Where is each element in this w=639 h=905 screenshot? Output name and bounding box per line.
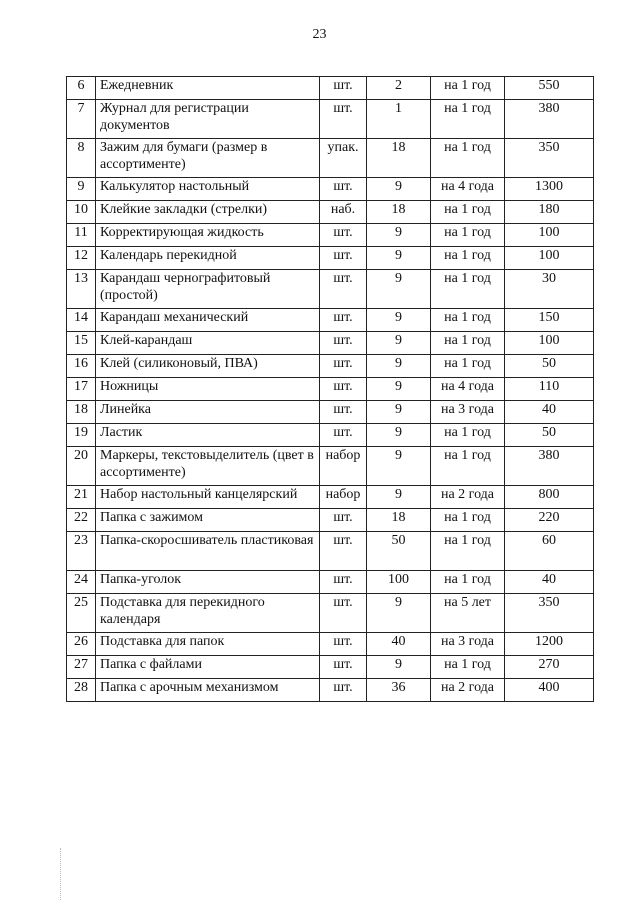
unit-cell: шт. bbox=[320, 332, 367, 355]
usage-term-cell: на 4 года bbox=[431, 378, 505, 401]
item-name-cell: Карандаш чернографитовый (простой) bbox=[96, 270, 320, 309]
row-number-cell: 19 bbox=[67, 424, 96, 447]
table-row bbox=[67, 355, 594, 378]
item-name-cell: Клей-карандаш bbox=[96, 332, 320, 355]
unit-cell: шт. bbox=[320, 424, 367, 447]
row-number-cell: 17 bbox=[67, 378, 96, 401]
unit-cell: шт. bbox=[320, 270, 367, 309]
quantity-cell: 9 bbox=[367, 378, 431, 401]
quantity-cell: 9 bbox=[367, 270, 431, 309]
usage-term-cell: на 1 год bbox=[431, 270, 505, 309]
unit-cell: шт. bbox=[320, 401, 367, 424]
table-row bbox=[67, 378, 594, 401]
item-name-cell: Клей (силиконовый, ПВА) bbox=[96, 355, 320, 378]
quantity-cell: 36 bbox=[367, 679, 431, 702]
price-cell: 800 bbox=[505, 486, 594, 509]
row-number-cell: 9 bbox=[67, 178, 96, 201]
table-row bbox=[67, 100, 594, 139]
quantity-cell: 9 bbox=[367, 309, 431, 332]
row-number-cell: 15 bbox=[67, 332, 96, 355]
unit-cell: шт. bbox=[320, 309, 367, 332]
row-number-cell: 14 bbox=[67, 309, 96, 332]
item-name-cell: Папка-скоросшиватель пластиковая bbox=[96, 532, 320, 571]
item-name-cell: Клейкие закладки (стрелки) bbox=[96, 201, 320, 224]
table-row bbox=[67, 309, 594, 332]
quantity-cell: 9 bbox=[367, 656, 431, 679]
row-number-cell: 28 bbox=[67, 679, 96, 702]
item-name-cell: Корректирующая жидкость bbox=[96, 224, 320, 247]
row-number-cell: 23 bbox=[67, 532, 96, 571]
price-cell: 270 bbox=[505, 656, 594, 679]
price-cell: 1200 bbox=[505, 633, 594, 656]
usage-term-cell: на 1 год bbox=[431, 224, 505, 247]
table-row bbox=[67, 656, 594, 679]
unit-cell: шт. bbox=[320, 77, 367, 100]
item-name-cell: Подставка для перекидного календаря bbox=[96, 594, 320, 633]
price-cell: 1300 bbox=[505, 178, 594, 201]
quantity-cell: 18 bbox=[367, 201, 431, 224]
price-cell: 110 bbox=[505, 378, 594, 401]
table-row bbox=[67, 139, 594, 178]
quantity-cell: 9 bbox=[367, 332, 431, 355]
price-cell: 380 bbox=[505, 447, 594, 486]
table-row bbox=[67, 401, 594, 424]
item-name-cell: Зажим для бумаги (размер в ассортименте) bbox=[96, 139, 320, 178]
row-number-cell: 27 bbox=[67, 656, 96, 679]
row-number-cell: 18 bbox=[67, 401, 96, 424]
price-cell: 40 bbox=[505, 401, 594, 424]
row-number-cell: 16 bbox=[67, 355, 96, 378]
quantity-cell: 9 bbox=[367, 486, 431, 509]
price-cell: 100 bbox=[505, 247, 594, 270]
table-row bbox=[67, 424, 594, 447]
row-number-cell: 10 bbox=[67, 201, 96, 224]
table-row bbox=[67, 332, 594, 355]
quantity-cell: 9 bbox=[367, 224, 431, 247]
quantity-cell: 2 bbox=[367, 77, 431, 100]
price-cell: 400 bbox=[505, 679, 594, 702]
unit-cell: шт. bbox=[320, 247, 367, 270]
price-cell: 150 bbox=[505, 309, 594, 332]
quantity-cell: 18 bbox=[367, 139, 431, 178]
row-number-cell: 6 bbox=[67, 77, 96, 100]
price-cell: 60 bbox=[505, 532, 594, 571]
usage-term-cell: на 1 год bbox=[431, 100, 505, 139]
usage-term-cell: на 1 год bbox=[431, 571, 505, 594]
unit-cell: шт. bbox=[320, 509, 367, 532]
page-number: 23 bbox=[312, 27, 327, 42]
item-name-cell: Ножницы bbox=[96, 378, 320, 401]
unit-cell: шт. bbox=[320, 656, 367, 679]
table-row bbox=[67, 247, 594, 270]
quantity-cell: 1 bbox=[367, 100, 431, 139]
quantity-cell: 9 bbox=[367, 355, 431, 378]
usage-term-cell: на 1 год bbox=[431, 532, 505, 571]
usage-term-cell: на 1 год bbox=[431, 447, 505, 486]
price-cell: 350 bbox=[505, 594, 594, 633]
usage-term-cell: на 1 год bbox=[431, 355, 505, 378]
price-cell: 30 bbox=[505, 270, 594, 309]
row-number-cell: 24 bbox=[67, 571, 96, 594]
usage-term-cell: на 2 года bbox=[431, 486, 505, 509]
price-cell: 180 bbox=[505, 201, 594, 224]
item-name-cell: Журнал для регистрации документов bbox=[96, 100, 320, 139]
table-body bbox=[67, 77, 594, 702]
price-cell: 100 bbox=[505, 332, 594, 355]
table-row bbox=[67, 532, 594, 571]
row-number-cell: 12 bbox=[67, 247, 96, 270]
table-row bbox=[67, 486, 594, 509]
quantity-cell: 50 bbox=[367, 532, 431, 571]
quantity-cell: 9 bbox=[367, 247, 431, 270]
item-name-cell: Папка с зажимом bbox=[96, 509, 320, 532]
quantity-cell: 9 bbox=[367, 424, 431, 447]
unit-cell: набор bbox=[320, 447, 367, 486]
table-row bbox=[67, 201, 594, 224]
unit-cell: набор bbox=[320, 486, 367, 509]
price-cell: 100 bbox=[505, 224, 594, 247]
usage-term-cell: на 4 года bbox=[431, 178, 505, 201]
quantity-cell: 9 bbox=[367, 447, 431, 486]
item-name-cell: Папка с арочным механизмом bbox=[96, 679, 320, 702]
price-cell: 50 bbox=[505, 355, 594, 378]
usage-term-cell: на 1 год bbox=[431, 77, 505, 100]
item-name-cell: Подставка для папок bbox=[96, 633, 320, 656]
item-name-cell: Калькулятор настольный bbox=[96, 178, 320, 201]
table-row bbox=[67, 77, 594, 100]
usage-term-cell: на 1 год bbox=[431, 424, 505, 447]
price-cell: 350 bbox=[505, 139, 594, 178]
usage-term-cell: на 3 года bbox=[431, 633, 505, 656]
table-row bbox=[67, 178, 594, 201]
quantity-cell: 9 bbox=[367, 178, 431, 201]
quantity-cell: 9 bbox=[367, 594, 431, 633]
unit-cell: шт. bbox=[320, 679, 367, 702]
table-row bbox=[67, 224, 594, 247]
price-cell: 550 bbox=[505, 77, 594, 100]
item-name-cell: Календарь перекидной bbox=[96, 247, 320, 270]
unit-cell: упак. bbox=[320, 139, 367, 178]
unit-cell: шт. bbox=[320, 224, 367, 247]
quantity-cell: 9 bbox=[367, 401, 431, 424]
item-name-cell: Папка с файлами bbox=[96, 656, 320, 679]
unit-cell: шт. bbox=[320, 571, 367, 594]
margin-mark bbox=[60, 848, 63, 900]
usage-term-cell: на 1 год bbox=[431, 139, 505, 178]
table-row bbox=[67, 633, 594, 656]
item-name-cell: Ластик bbox=[96, 424, 320, 447]
row-number-cell: 21 bbox=[67, 486, 96, 509]
usage-term-cell: на 1 год bbox=[431, 509, 505, 532]
usage-term-cell: на 1 год bbox=[431, 332, 505, 355]
row-number-cell: 26 bbox=[67, 633, 96, 656]
quantity-cell: 18 bbox=[367, 509, 431, 532]
supplies-table bbox=[66, 76, 594, 702]
item-name-cell: Папка-уголок bbox=[96, 571, 320, 594]
usage-term-cell: на 5 лет bbox=[431, 594, 505, 633]
item-name-cell: Линейка bbox=[96, 401, 320, 424]
item-name-cell: Набор настольный канцелярский bbox=[96, 486, 320, 509]
usage-term-cell: на 1 год bbox=[431, 656, 505, 679]
price-cell: 380 bbox=[505, 100, 594, 139]
row-number-cell: 13 bbox=[67, 270, 96, 309]
price-cell: 50 bbox=[505, 424, 594, 447]
table-row bbox=[67, 509, 594, 532]
unit-cell: шт. bbox=[320, 378, 367, 401]
unit-cell: шт. bbox=[320, 100, 367, 139]
unit-cell: шт. bbox=[320, 178, 367, 201]
unit-cell: шт. bbox=[320, 532, 367, 571]
quantity-cell: 100 bbox=[367, 571, 431, 594]
price-cell: 220 bbox=[505, 509, 594, 532]
unit-cell: наб. bbox=[320, 201, 367, 224]
table-row bbox=[67, 594, 594, 633]
unit-cell: шт. bbox=[320, 594, 367, 633]
unit-cell: шт. bbox=[320, 633, 367, 656]
usage-term-cell: на 1 год bbox=[431, 201, 505, 224]
table-row bbox=[67, 270, 594, 309]
row-number-cell: 8 bbox=[67, 139, 96, 178]
table-row bbox=[67, 571, 594, 594]
usage-term-cell: на 1 год bbox=[431, 309, 505, 332]
price-cell: 40 bbox=[505, 571, 594, 594]
row-number-cell: 11 bbox=[67, 224, 96, 247]
quantity-cell: 40 bbox=[367, 633, 431, 656]
usage-term-cell: на 2 года bbox=[431, 679, 505, 702]
item-name-cell: Карандаш механический bbox=[96, 309, 320, 332]
table-row bbox=[67, 447, 594, 486]
row-number-cell: 20 bbox=[67, 447, 96, 486]
item-name-cell: Ежедневник bbox=[96, 77, 320, 100]
row-number-cell: 7 bbox=[67, 100, 96, 139]
usage-term-cell: на 3 года bbox=[431, 401, 505, 424]
row-number-cell: 25 bbox=[67, 594, 96, 633]
item-name-cell: Маркеры, текстовыделитель (цвет в ассортименте) bbox=[96, 447, 320, 486]
table-row bbox=[67, 679, 594, 702]
usage-term-cell: на 1 год bbox=[431, 247, 505, 270]
row-number-cell: 22 bbox=[67, 509, 96, 532]
unit-cell: шт. bbox=[320, 355, 367, 378]
